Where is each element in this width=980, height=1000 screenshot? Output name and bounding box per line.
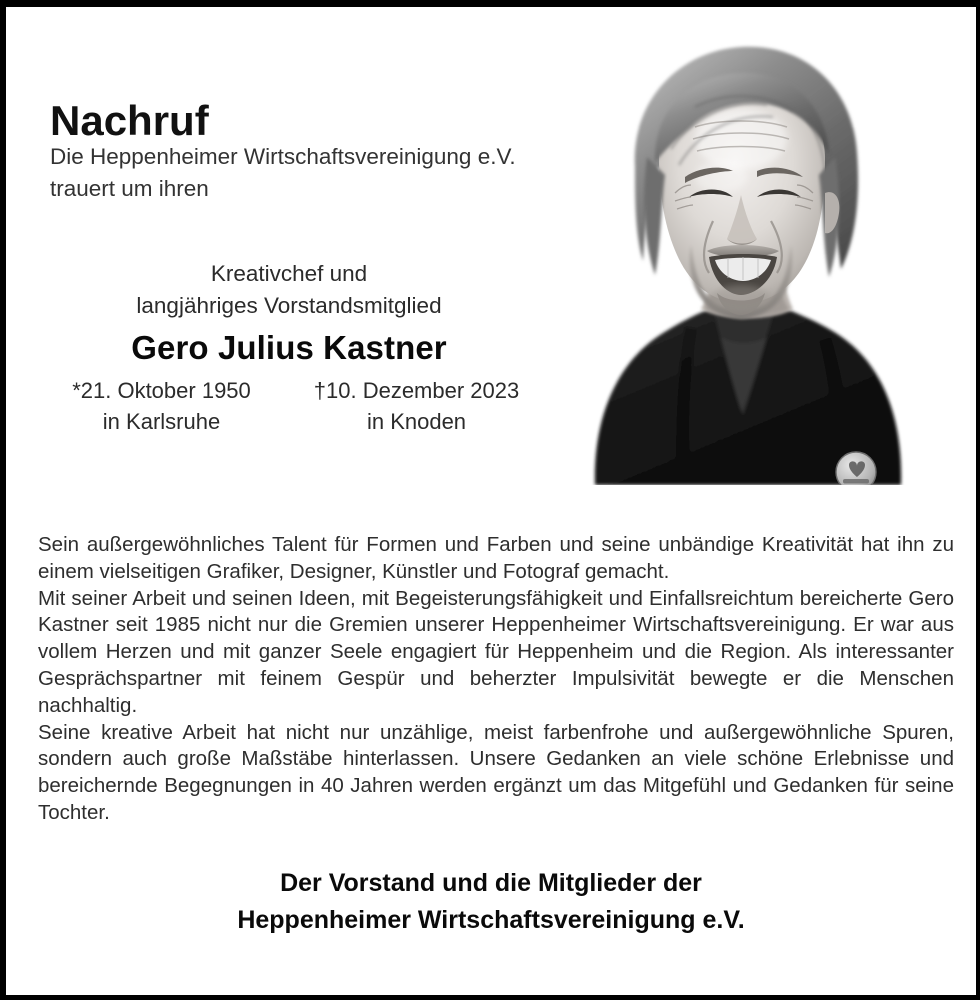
- shirt-badge: [836, 452, 876, 485]
- birth-column: [34, 375, 289, 437]
- page-title: Nachruf: [50, 97, 209, 145]
- signature-block: [6, 865, 976, 938]
- portrait-image: [535, 7, 935, 485]
- birth-date: *21. Oktober 1950: [72, 377, 251, 403]
- role-line-1: Kreativchef und: [210, 261, 368, 286]
- body-paragraph-3: Seine kreative Arbeit hat nicht nur unzählige, meist farbenfrohe und außergewöhnliche Spuren, sondern auch große Maßstäbe hinterlassen. Unsere Gedanken an viele schöne Erlebnisse und bereichernde Begegnungen in 40 Jahren werden ergänzt um das Mitgefühl und Gedanken für seine Tochter.: [38, 720, 954, 824]
- death-date: †10. Dezember 2023: [313, 377, 520, 403]
- notice-inner: [6, 7, 976, 995]
- body-paragraph-2: Mit seiner Arbeit und seinen Ideen, mit Begeisterungsfähigkeit und Einfallsreichtum bereicherte Gero Kastner seit 1985 nicht nur die Gremien unserer Heppenheimer Wirtschaftsvereinigung. Er war aus vollem Herzen und mit ganzer Seele engagiert für Heppenheim und die Region. Als interessanter Gesprächspartner mit feinem Gespür und beherzter Impulsivität bewegte er die Menschen nachhaltig.: [38, 586, 954, 717]
- portrait-photo: [535, 7, 935, 485]
- deceased-name: Gero Julius Kastner: [131, 329, 447, 367]
- death-column: [289, 375, 544, 437]
- lead-line-2: trauert um ihren: [50, 175, 209, 201]
- signature-line-1: Der Vorstand und die Mitglieder der: [280, 869, 702, 897]
- obituary-body: [38, 532, 954, 827]
- lead-text: [50, 141, 516, 205]
- role-line-2: langjähriges Vorstandsmitglied: [136, 292, 442, 318]
- deceased-block: [34, 258, 544, 437]
- life-dates: [34, 375, 544, 437]
- birth-place: in Karlsruhe: [102, 409, 221, 435]
- death-place: in Knoden: [366, 409, 467, 435]
- signature-line-2: Heppenheimer Wirtschaftsvereinigung e.V.: [237, 905, 745, 934]
- body-paragraph-1: Sein außergewöhnliches Talent für Formen und Farben und seine unbändige Kreativität hat ihn zu einem vielseitigen Grafiker, Designer, Künstler und Fotograf gemacht.: [38, 533, 954, 583]
- lead-line-1: Die Heppenheimer Wirtschaftsvereinigung e.V.: [50, 144, 516, 169]
